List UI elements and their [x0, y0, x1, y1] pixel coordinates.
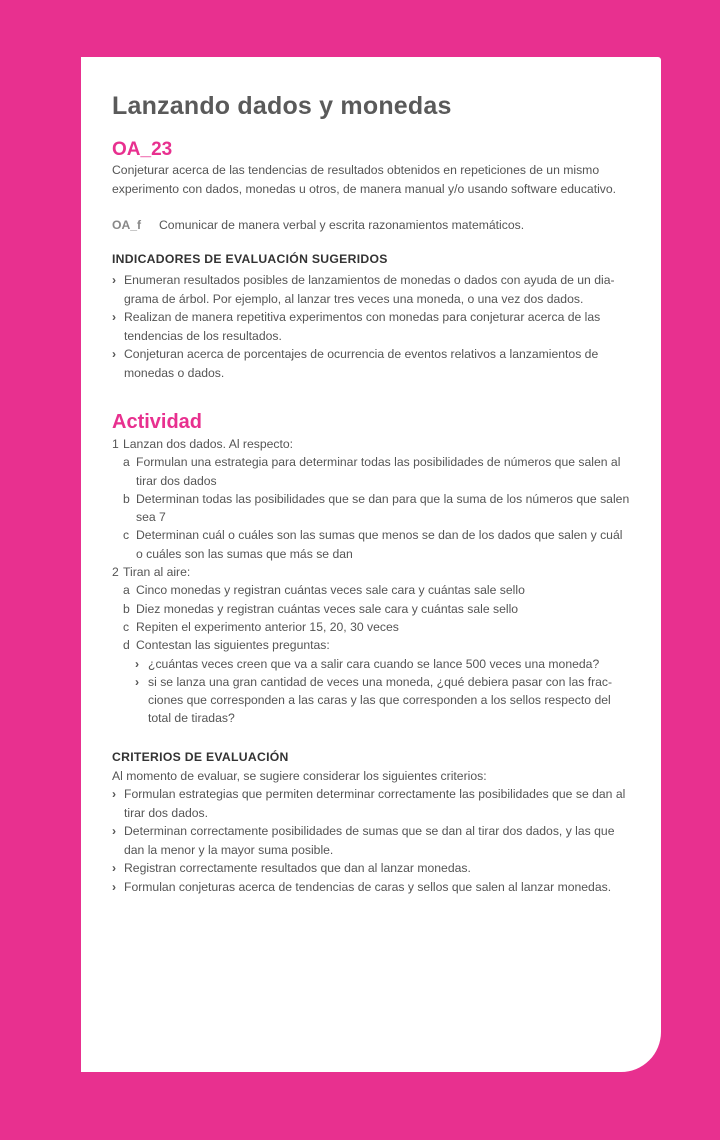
chevron-right-icon: ›: [135, 656, 140, 671]
list-item: › Determinan correctamente posibilidades de sumas que se dan al tirar dos dados, y las que dan la menor y la mayor suma posible.: [112, 824, 615, 857]
substep-text: Formulan una estrategia para determinar todas las posibilidades de números que salen al tirar dos dados: [136, 455, 621, 488]
activity-substep: [112, 600, 632, 618]
criteria-intro: Al momento de evaluar, se sugiere considerar los siguientes criterios:: [112, 769, 487, 783]
chevron-right-icon: ›: [112, 787, 117, 801]
step-number: 1: [112, 437, 119, 451]
list-item: › Formulan estrategias que permiten determinar correctamente las posibilidades que se dan al tirar dos dados.: [112, 787, 626, 820]
activity-heading: Actividad: [112, 411, 203, 433]
step-number: 2: [112, 565, 119, 580]
substep-text: Determinan cuál o cuáles son las sumas que menos se dan de los dados que salen y cuál o cuáles son las sumas que más se dan: [136, 528, 623, 561]
oa-code: OA_23: [112, 139, 173, 160]
substep-text: Cinco monedas y registran cuántas veces sale cara y cuántas sale sello: [136, 583, 525, 598]
list-item: › Enumeran resultados posibles de lanzamientos de monedas o dados con ayuda de un dia-grama de árbol. Por ejemplo, al lanzar tres veces una moneda, o una vez dos dados.: [112, 273, 615, 306]
activity-substep: [112, 618, 632, 636]
substep-letter: b: [123, 491, 130, 506]
activity-substep: [112, 581, 632, 599]
list-item: › Conjeturan acerca de porcentajes de ocurrencia de eventos relativos a lanzamientos de monedas o dados.: [112, 347, 599, 380]
activity-substep: [112, 453, 632, 490]
substep-letter: c: [123, 619, 130, 634]
chevron-right-icon: ›: [112, 310, 117, 324]
substep-letter: b: [123, 601, 130, 616]
chevron-right-icon: ›: [135, 674, 140, 689]
list-item: › Formulan conjeturas acerca de tendencias de caras y sellos que salen al lanzar monedas.: [112, 878, 632, 897]
oaf-row: [112, 216, 524, 234]
activity-substep: [112, 490, 632, 527]
question-text: ¿cuántas veces creen que va a salir cara cuando se lance 500 veces una moneda?: [148, 656, 600, 671]
chevron-right-icon: ›: [112, 273, 117, 287]
page-card: [81, 57, 661, 1072]
step-text: Lanzan dos dados. Al respecto:: [123, 437, 294, 451]
criteria-heading: CRITERIOS DE EVALUACIÓN: [112, 750, 289, 764]
oaf-code: OA_f: [112, 218, 142, 232]
substep-letter: a: [123, 455, 130, 470]
substep-letter: d: [123, 638, 130, 653]
oa-description: Conjeturar acerca de las tendencias de resultados obtenidos en repeticiones de un mismo experimento con dados, monedas u otros, de manera manual y/o usando software educativo.: [112, 163, 617, 196]
substep-text: Repiten el experimento anterior 15, 20, 30 veces: [136, 619, 399, 634]
activity-step: [112, 435, 632, 453]
substep-letter: c: [123, 528, 130, 543]
oaf-description: Comunicar de manera verbal y escrita razonamientos matemáticos.: [159, 218, 525, 232]
chevron-right-icon: ›: [112, 879, 117, 894]
chevron-right-icon: ›: [112, 824, 117, 838]
question-item: [112, 673, 632, 728]
indicators-list: [112, 271, 632, 382]
question-item: [112, 655, 632, 673]
substep-text: Contestan las siguientes preguntas:: [136, 638, 330, 653]
activity-substep: [112, 526, 632, 563]
activity-step: [112, 563, 632, 581]
chevron-right-icon: ›: [112, 347, 117, 361]
question-text: si se lanza una gran cantidad de veces una moneda, ¿qué debiera pasar con las frac-ciones que corresponden a las caras y las que corresponden a los sellos respecto del total de tiradas?: [148, 674, 613, 726]
substep-text: Determinan todas las posibilidades que se dan para que la suma de los números que salen sea 7: [136, 491, 630, 525]
substep-letter: a: [123, 583, 130, 598]
list-item: › Registran correctamente resultados que dan al lanzar monedas.: [112, 859, 632, 878]
activity-substep: [112, 636, 632, 654]
criteria-list: [112, 785, 632, 896]
step-text: Tiran al aire:: [123, 565, 191, 580]
activity-list: [112, 435, 632, 728]
list-item: › Realizan de manera repetitiva experimentos con monedas para conjeturar acerca de las tendencias de los resultados.: [112, 310, 601, 343]
substep-text: Diez monedas y registran cuántas veces sale cara y cuántas sale sello: [136, 601, 519, 616]
chevron-right-icon: ›: [112, 861, 117, 875]
page-title: Lanzando dados y monedas: [112, 92, 452, 120]
indicators-heading: INDICADORES DE EVALUACIÓN SUGERIDOS: [112, 252, 388, 266]
